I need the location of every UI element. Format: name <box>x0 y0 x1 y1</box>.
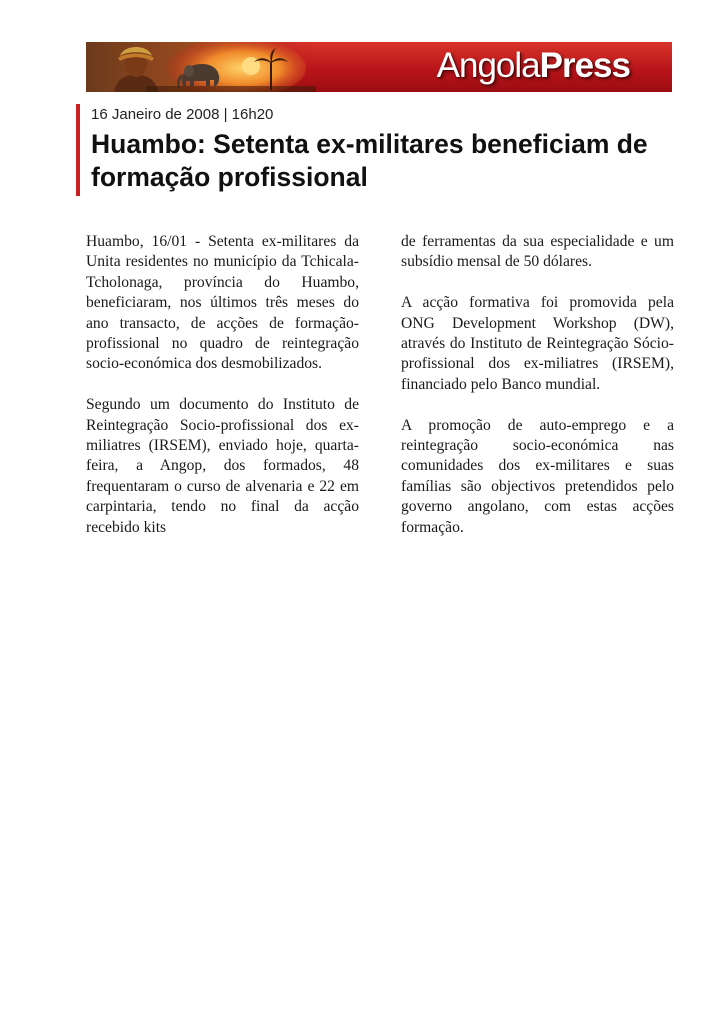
article-column-left <box>86 232 359 558</box>
article-column-right <box>401 232 674 558</box>
article-paragraph: A promoção de auto-emprego e a reintegração socio-económica nas comunidades dos ex-militares e suas famílias são objectivos pretendidos pelo governo angolano, com estas acções formação. <box>401 416 674 536</box>
article-headline: Huambo: Setenta ex-militares beneficiam de formação profissional <box>91 129 648 192</box>
site-logo[interactable] <box>437 46 630 86</box>
logo-text-angola: Angola <box>436 46 540 85</box>
header-banner <box>86 42 672 92</box>
logo-text-press: Press <box>539 46 630 85</box>
article-dateline: 16 Janeiro de 2008 | 16h20 <box>91 106 274 123</box>
article-paragraph: Huambo, 16/01 - Setenta ex-militares da Unita residentes no município da Tchicala-Tcholonaga, província do Huambo, beneficiaram, nos últimos três meses do ano transacto, de acções de formação-profissional no quadro de reintegração socio-económica dos desmobilizados. <box>86 233 359 373</box>
article-paragraph: de ferramentas da sua especialidade e um subsídio mensal de 50 dólares. <box>401 233 674 271</box>
headline-accent-bar <box>76 104 80 196</box>
article-paragraph: A acção formativa foi promovida pela ONG Development Workshop (DW), através do Instituto de Reintegração Sócio-profissional dos ex-miliatres (IRSEM), financiado pelo Banco mundial. <box>401 294 674 393</box>
banner-illustration <box>86 42 316 92</box>
article-paragraph: Segundo um documento do Instituto de Reintegração Socio-profissional dos ex-miliatres (IRSEM), enviado hoje, quarta-feira, a Angop, dos formados, 48 frequentaram o curso de alvenaria e 22 em carpintaria, tendo no final da acção recebido kits <box>86 396 359 536</box>
